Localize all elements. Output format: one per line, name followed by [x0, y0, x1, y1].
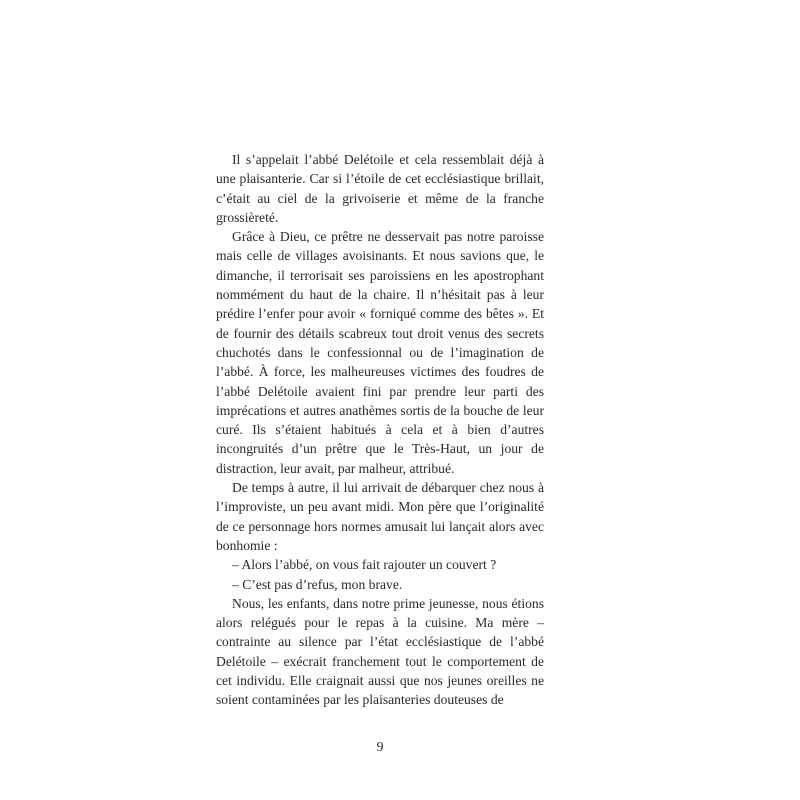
paragraph: Il s’appelait l’abbé Delétoile et cela ressemblait déjà à une plaisanterie. Car si l’étoile de cet ecclésiastique brillait, c’était au ciel de la grivoiserie et même de la franche grossièreté.	[216, 152, 544, 225]
body-text	[216, 150, 544, 710]
dialogue-line: – C’est pas d’refus, mon brave.	[232, 576, 403, 592]
page-number: 9	[376, 740, 384, 755]
dialogue-line: – Alors l’abbé, on vous fait rajouter un couvert ?	[232, 557, 497, 573]
paragraph: Nous, les enfants, dans notre prime jeunesse, nous étions alors relégués pour le repas à la cuisine. Ma mère – contrainte au silence par l’état ecclésiastique de l’abbé Delétoile – exécrait franchement tout le comportement de cet individu. Elle craignait aussi que nos jeunes oreilles ne soient contaminées par les plaisanteries douteuses de	[216, 595, 544, 708]
paragraph: De temps à autre, il lui arrivait de débarquer chez nous à l’improviste, un peu avant midi. Mon père que l’originalité de ce personnage hors normes amusait lui lançait alors avec bonhomie :	[216, 480, 544, 553]
paragraph: Grâce à Dieu, ce prêtre ne desservait pas notre paroisse mais celle de villages avoisinants. Et nous savions que, le dimanche, il terrorisait ses paroissiens en les apostrophant nommément du haut de la chaire. Il n’hésitait pas à leur prédire l’enfer pour avoir « forniqué comme des bêtes ». Et de fournir des détails scabreux tout droit venus des secrets chuchotés dans le confessionnal ou de l’imagination de l’abbé. À force, les malheureuses victimes des foudres de l’abbé Delétoile avaient fini par prendre leur parti des imprécations et autres anathèmes sortis de la bouche de leur curé. Ils s’étaient habitués à cela et à bien d’autres incongruités d’un prêtre que le Très-Haut, un jour de distraction, leur avait, par malheur, attribué.	[216, 229, 544, 476]
